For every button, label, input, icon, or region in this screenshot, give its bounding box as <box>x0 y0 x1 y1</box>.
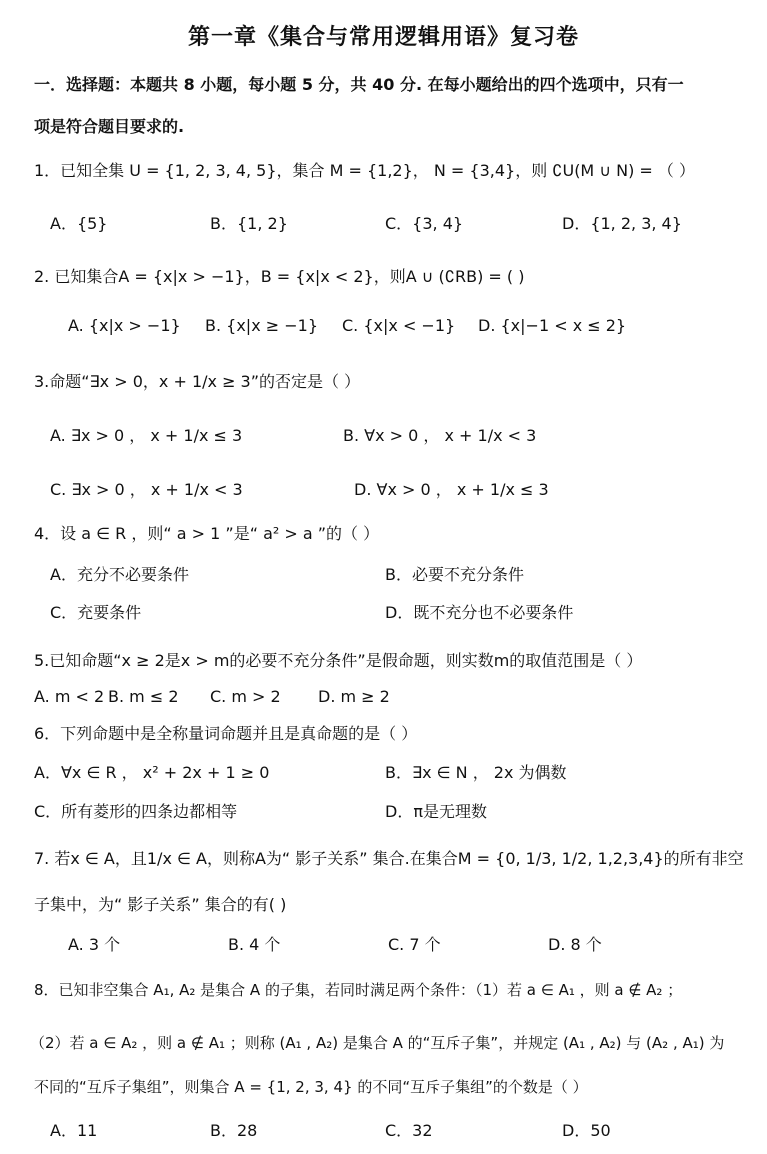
question-4-option-a: A．充分不必要条件 <box>50 565 189 584</box>
question-5-stem: 5.已知命题“x ≥ 2是x > m的必要不充分条件”是假命题，则实数m的取值范围是（ ） <box>34 651 643 670</box>
question-6-option-b: B．∃x ∈ N ， 2x 为偶数 <box>385 763 567 782</box>
question-1-option-c: C．{3, 4} <box>385 214 464 233</box>
question-5-option-b: B. m ≤ 2 <box>108 687 179 706</box>
question-8-option-c: C．32 <box>385 1121 433 1140</box>
question-6-stem: 6．下列命题中是全称量词命题并且是真命题的是（ ） <box>34 724 418 743</box>
question-5-option-c: C. m > 2 <box>210 687 281 706</box>
question-8-option-d: D．50 <box>562 1121 611 1140</box>
question-3-option-a: A. ∃x > 0 ， x + 1/x ≤ 3 <box>50 426 243 445</box>
question-1-option-b: B．{1, 2} <box>210 214 288 233</box>
question-7-stem-line2: 子集中，为“ 影子关系” 集合的有( ) <box>34 895 287 914</box>
question-8-option-a: A．11 <box>50 1121 98 1140</box>
question-6-option-d: D．π是无理数 <box>385 802 487 821</box>
question-4-option-c: C．充要条件 <box>50 603 142 622</box>
question-7-option-a: A. 3 个 <box>68 935 121 954</box>
question-8-stem-line2: （2）若 a ∈ A₂ ，则 a ∉ A₁ ；则称 (A₁ , A₂) 是集合 A 的“互斥子集”，并规定 (A₁ , A₂) 与 (A₂ , A₁) 为 <box>30 1034 725 1052</box>
section-heading-line1: 一．选择题：本题共 8 小题，每小题 5 分，共 40 分. 在每小题给出的四个选项中，只有一 <box>34 75 684 94</box>
question-5-option-a: A. m < 2 <box>34 687 105 706</box>
question-7-option-c: C. 7 个 <box>388 935 441 954</box>
question-1-stem: 1．已知全集 U = {1, 2, 3, 4, 5}，集合 M = {1,2}， N = {3,4}，则 ∁U(M ∪ N) = （ ） <box>34 161 695 180</box>
question-3-stem: 3.命题“∃x > 0，x + 1/x ≥ 3”的否定是（ ） <box>34 372 361 391</box>
question-6-option-a: A．∀x ∈ R ， x² + 2x + 1 ≥ 0 <box>34 763 270 782</box>
question-2-option-b: B. {x|x ≥ −1} <box>205 316 318 335</box>
question-7-stem-line1: 7. 若x ∈ A，且1/x ∈ A，则称A为“ 影子关系” 集合.在集合M = {0, 1/3, 1/2, 1,2,3,4}的所有非空 <box>34 849 744 868</box>
question-4-option-d: D．既不充分也不必要条件 <box>385 603 574 622</box>
question-3-option-b: B. ∀x > 0 ， x + 1/x < 3 <box>343 426 537 445</box>
question-2-option-c: C. {x|x < −1} <box>342 316 456 335</box>
question-4-option-b: B．必要不充分条件 <box>385 565 524 584</box>
page-title: 第一章《集合与常用逻辑用语》复习卷 <box>187 25 579 50</box>
question-3-option-c: C. ∃x > 0 ， x + 1/x < 3 <box>50 480 243 499</box>
question-7-option-d: D. 8 个 <box>548 935 602 954</box>
question-1-option-d: D．{1, 2, 3, 4} <box>562 214 682 233</box>
question-2-option-a: A. {x|x > −1} <box>68 316 181 335</box>
question-8-option-b: B．28 <box>210 1121 258 1140</box>
question-7-option-b: B. 4 个 <box>228 935 281 954</box>
question-8-stem-line1: 8．已知非空集合 A₁, A₂ 是集合 A 的子集，若同时满足两个条件：（1）若 a ∈ A₁ ，则 a ∉ A₂ ； <box>34 981 683 999</box>
question-2-option-d: D. {x|−1 < x ≤ 2} <box>478 316 627 335</box>
question-6-option-c: C．所有菱形的四条边都相等 <box>34 802 238 821</box>
question-4-stem: 4．设 a ∈ R ，则“ a > 1 ”是“ a² > a ”的（ ） <box>34 524 380 543</box>
question-3-option-d: D. ∀x > 0 ， x + 1/x ≤ 3 <box>354 480 549 499</box>
question-5-option-d: D. m ≥ 2 <box>318 687 390 706</box>
question-8-stem-line3: 不同的“互斥子集组”，则集合 A = {1, 2, 3, 4} 的不同“互斥子集组”的个数是（ ） <box>34 1078 588 1096</box>
question-2-stem: 2. 已知集合A = {x|x > −1}，B = {x|x < 2}，则A ∪ (∁RB) = ( ) <box>34 267 525 286</box>
section-heading-line2: 项是符合题目要求的. <box>34 117 185 136</box>
question-1-option-a: A．{5} <box>50 214 108 233</box>
